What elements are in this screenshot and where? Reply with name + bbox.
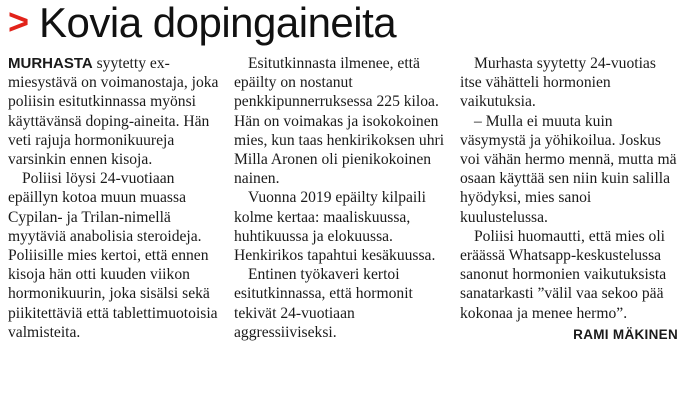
paragraph: Murhasta syytetty 24-vuotias itse vähätteli hormonien vaikutuksia.	[460, 55, 656, 111]
article-body	[8, 54, 678, 344]
byline: RAMI MÄKINEN	[573, 326, 678, 342]
paragraph: – Mulla ei muuta kuin väsymystä ja yöhikoilua. Joskus voi vähän hermo mennä, mutta mä osaan käyttää sen niin kuin salilla hyödyksi, mies sanoi kuulustelussa.	[460, 112, 677, 226]
headline-title: Kovia dopingaineita	[39, 0, 397, 46]
kicker: MURHASTA	[8, 55, 93, 72]
headline	[8, 0, 396, 46]
paragraph: Esitutkinnasta ilmenee, että epäilty on nostanut penkkipunnerruksessa 225 kiloa. Hän on voimakas ja isokokoinen mies, kun taas henkirikoksen uhri Milla Aronen oli pienikokoinen nainen.	[234, 55, 445, 188]
chevron-right-icon: >	[8, 1, 30, 42]
lead-text: syytetty ex-miesystävä on voimanostaja, joka poliisin esitutkinnassa myönsi käyttävänsä doping-aineita. Hän veti rajuja hormonikuureja varsinkin ennen kisoja.	[8, 55, 219, 169]
paragraph: Vuonna 2019 epäilty kilpaili kolme kertaa: maaliskuussa, huhtikuussa ja elokuussa. Henkirikos tapahtui kesäkuussa.	[234, 189, 436, 265]
lead-paragraph	[8, 54, 226, 169]
column-3	[460, 54, 678, 344]
paragraph: Poliisi huomautti, että mies oli eräässä Whatsapp-keskustelussa sanonut hormonien vaikutuksista sanatarkasti ”välil vaa sekoo pää kokonaa ja menee hermo”.	[460, 227, 667, 322]
column-1	[8, 54, 226, 344]
paragraph: Entinen työkaveri kertoi esitutkinnassa, että hormonit tekivät 24-vuotiaan aggressiiviseksi.	[234, 266, 413, 341]
paragraph: Poliisi löysi 24-vuotiaan epäillyn kotoa muun muassa Cypilan- ja Trilan-nimellä myytäviä anabolisia steroideja. Poliisille mies kertoi, että ennen kisoja hän otti kuuden viikon hormonikuurin, joka sisälsi sekä piikitettäviä että tablettimuotoisia valmisteita.	[8, 170, 218, 341]
column-2	[234, 54, 452, 344]
